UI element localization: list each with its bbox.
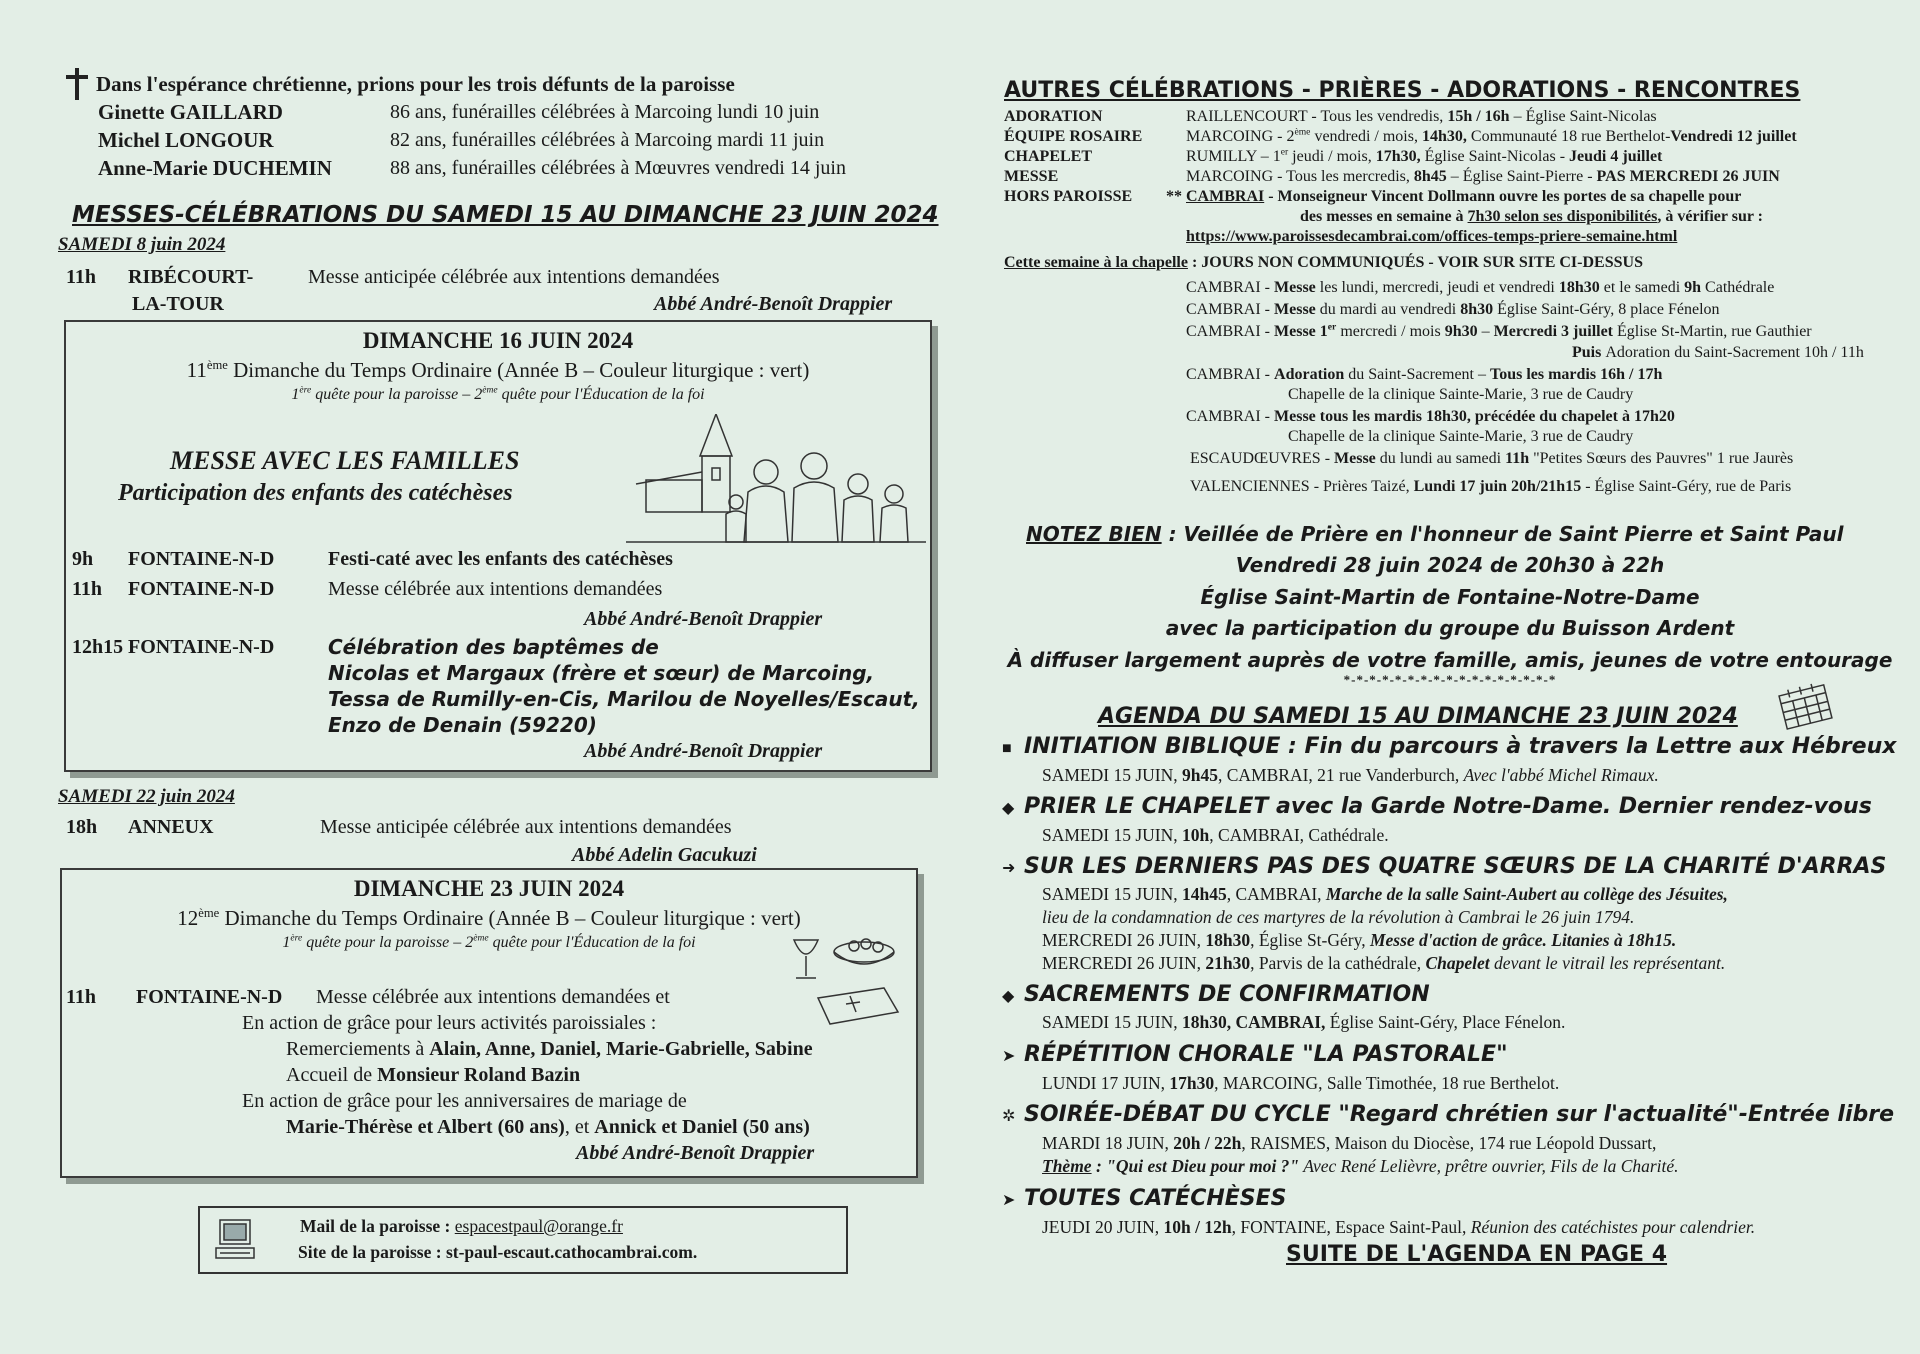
agenda-detail-3a: SAMEDI 15 JUIN, 14h45, CAMBRAI, Marche de la salle Saint-Aubert au collège des Jésuites, — [1042, 884, 1728, 904]
agenda-detail-3c: MERCREDI 26 JUIN, 18h30, Église St-Géry, Messe d'action de grâce. Litanies à 18h15. — [1042, 930, 1677, 950]
agenda-detail-5: LUNDI 17 JUIN, 17h30, MARCOING, Salle Timothée, 18 rue Berthelot. — [1042, 1073, 1560, 1093]
hors-url-link[interactable]: https://www.paroissesdecambrai.com/offices-temps-priere-semaine.html — [1186, 228, 1678, 245]
sun2-line-2: En action de grâce pour leurs activités paroissiales : — [242, 1012, 657, 1034]
sat1-time: 11h — [66, 266, 97, 288]
hors-label: HORS PAROISSE — [1004, 188, 1133, 205]
cambrai-5: CAMBRAI - Messe tous les mardis 18h30, précédée du chapelet à 17h20 — [1186, 408, 1675, 425]
agenda-item-6: ✲ SOIRÉE-DÉBAT DU CYCLE "Regard chrétien sur l'actualité"-Entrée libre — [1002, 1102, 1895, 1127]
rosaire-text: MARCOING - 2ème vendredi / mois, 14h30, Communauté 18 rue Berthelot-Vendredi 12 juillet — [1186, 126, 1797, 145]
star-bullet-icon: ✲ — [1002, 1108, 1016, 1125]
messe-text: MARCOING - Tous les mercredis, 8h45 – Église Saint-Pierre - PAS MERCREDI 26 JUIN — [1186, 168, 1780, 185]
chapelet-text: RUMILLY – 1er jeudi / mois, 17h30, Église Saint-Nicolas - Jeudi 4 juillet — [1186, 146, 1663, 165]
agenda-item-2: ◆ PRIER LE CHAPELET avec la Garde Notre-Dame. Dernier rendez-vous — [1002, 794, 1872, 819]
baptism-line-1: Célébration des baptêmes de — [328, 635, 659, 659]
diamond-bullet-icon: ◆ — [1002, 800, 1015, 817]
agenda-item-3: ➜ SUR LES DERNIERS PAS DES QUATRE SŒURS DE LA CHARITÉ D'ARRAS — [1002, 854, 1887, 879]
baptism-place: FONTAINE-N-D — [128, 636, 275, 658]
calendar-icon — [1774, 680, 1836, 730]
sun2-line-4: Accueil de Monsieur Roland Bazin — [286, 1064, 581, 1086]
agenda-detail-3b: lieu de la condamnation de ces martyres de la révolution à Cambrai le 26 juin 1794. — [1042, 907, 1635, 927]
arrow-bullet-icon: ➜ — [1002, 860, 1016, 877]
sun1-row2-priest: Abbé André-Benoît Drappier — [584, 608, 823, 630]
other-title: AUTRES CÉLÉBRATIONS - PRIÈRES - ADORATIONS - RENCONTRES — [1004, 78, 1801, 103]
agenda-detail-6a: MARDI 18 JUIN, 20h / 22h, RAISMES, Maison du Diocèse, 174 rue Léopold Dussart, — [1042, 1133, 1657, 1153]
sun2-priest: Abbé André-Benoît Drappier — [576, 1142, 815, 1164]
arrowhead-bullet-icon: ➤ — [1002, 1048, 1016, 1065]
adoration-text: RAILLENCOURT - Tous les vendredis, 15h / 16h – Église Saint-Nicolas — [1186, 108, 1657, 125]
sun1-row2-place: FONTAINE-N-D — [128, 578, 275, 600]
deceased-name-1: Ginette GAILLARD — [98, 100, 283, 124]
sat2-date: SAMEDI 22 juin 2024 — [58, 786, 235, 807]
site-link[interactable]: st-paul-escaut.cathocambrai.com. — [445, 1242, 698, 1262]
sun1-row2-desc: Messe célébrée aux intentions demandées — [328, 578, 663, 600]
sun1-title: DIMANCHE 16 JUIN 2024 — [362, 328, 634, 353]
adoration-label: ADORATION — [1004, 108, 1103, 125]
baptism-line-2: Nicolas et Margaux (frère et sœur) de Marcoing, — [328, 661, 875, 685]
sun2-quete: 1ère quête pour la paroisse – 2ème quête pour l'Éducation de la foi — [282, 932, 696, 951]
sunday-23-box — [60, 868, 918, 1178]
cross-icon — [64, 66, 90, 102]
agenda-item-7: ➤ TOUTES CATÉCHÈSES — [1002, 1186, 1287, 1211]
sun1-row1-time: 9h — [72, 548, 94, 570]
sat2-priest: Abbé Adelin Gacukuzi — [572, 844, 757, 866]
rosaire-label: ÉQUIPE ROSAIRE — [1004, 128, 1143, 145]
baptism-line-3: Tessa de Rumilly-en-Cis, Marilou de Noyelles/Escaut, — [328, 687, 920, 711]
sun1-subtitle: 11ème Dimanche du Temps Ordinaire (Année B – Couleur liturgique : vert) — [186, 358, 810, 382]
sat2-time: 18h — [66, 816, 98, 838]
cambrai-5b: Chapelle de la clinique Sainte-Marie, 3 rue de Caudry — [1288, 428, 1634, 445]
sat1-priest: Abbé André-Benoît Drappier — [654, 293, 893, 315]
deceased-heading: Dans l'espérance chrétienne, prions pour les trois défunts de la paroisse — [96, 72, 735, 96]
diamond-bullet-icon: ◆ — [1002, 988, 1015, 1005]
deceased-info-2: 82 ans, funérailles célébrées à Marcoing mardi 11 juin — [390, 129, 825, 151]
notez-line-1: NOTEZ BIEN : Veillée de Prière en l'honneur de Saint Pierre et Saint Paul — [1026, 522, 1844, 546]
sat2-desc: Messe anticipée célébrée aux intentions demandées — [320, 816, 732, 838]
agenda-detail-1: SAMEDI 15 JUIN, 9h45, CAMBRAI, 21 rue Vanderburch, Avec l'abbé Michel Rimaux. — [1042, 765, 1659, 785]
sun1-row2-time: 11h — [72, 578, 103, 600]
mail-line: Mail de la paroisse : espacestpaul@orange.fr — [300, 1216, 623, 1236]
sun2-title: DIMANCHE 23 JUIN 2024 — [353, 876, 625, 901]
agenda-detail-2: SAMEDI 15 JUIN, 10h, CAMBRAI, Cathédrale. — [1042, 825, 1389, 845]
notez-line-5: À diffuser largement auprès de votre famille, amis, jeunes de votre entourage — [1007, 648, 1893, 672]
deceased-name-3: Anne-Marie DUCHEMIN — [98, 156, 332, 180]
cambrai-4b: Chapelle de la clinique Sainte-Marie, 3 rue de Caudry — [1288, 386, 1634, 403]
valenciennes: VALENCIENNES - Prières Taizé, Lundi 17 juin 20h/21h15 - Église Saint-Géry, rue de Paris — [1190, 478, 1792, 495]
contact-box — [198, 1206, 848, 1274]
hors-text-2: des messes en semaine à 7h30 selon ses disponibilités, à vérifier sur : — [1300, 208, 1763, 225]
sun2-line-6: Marie-Thérèse et Albert (60 ans), et Annick et Daniel (50 ans) — [286, 1116, 810, 1138]
baptism-priest: Abbé André-Benoît Drappier — [584, 740, 823, 762]
sun2-place: FONTAINE-N-D — [136, 986, 283, 1008]
hors-text: ** CAMBRAI - Monseigneur Vincent Dollmann ouvre les portes de sa chapelle pour — [1166, 188, 1742, 205]
sat1-desc: Messe anticipée célébrée aux intentions demandées — [308, 266, 720, 288]
deceased-info-3: 88 ans, funérailles célébrées à Mœuvres vendredi 14 juin — [390, 157, 846, 179]
sun2-line-3: Remerciements à Alain, Anne, Daniel, Marie-Gabrielle, Sabine — [286, 1038, 813, 1060]
sat2-place: ANNEUX — [128, 816, 214, 838]
mail-link[interactable]: espacestpaul@orange.fr — [454, 1216, 623, 1236]
cambrai-3: CAMBRAI - Messe 1er mercredi / mois 9h30 – Mercredi 3 juillet Église St-Martin, rue Gauthier — [1186, 321, 1812, 340]
agenda-detail-6b: Thème : "Qui est Dieu pour moi ?" Avec René Lelièvre, prêtre ouvrier, Fils de la Charité. — [1042, 1156, 1679, 1176]
square-bullet-icon: ■ — [1002, 740, 1012, 757]
sun2-line-1: Messe célébrée aux intentions demandées et — [316, 986, 670, 1008]
cambrai-2: CAMBRAI - Messe du mardi au vendredi 8h30 Église Saint-Géry, 8 place Fénelon — [1186, 301, 1720, 318]
site-line: Site de la paroisse : st-paul-escaut.cathocambrai.com. — [298, 1242, 698, 1262]
escaudoeuvres: ESCAUDŒUVRES - Messe du lundi au samedi 11h "Petites Sœurs des Pauvres" 1 rue Jaurès — [1190, 450, 1794, 467]
agenda-continued: SUITE DE L'AGENDA EN PAGE 4 — [1286, 1242, 1668, 1267]
agenda-item-4: ◆ SACREMENTS DE CONFIRMATION — [1002, 982, 1430, 1007]
sun2-line-5: En action de grâce pour les anniversaires de mariage de — [242, 1090, 687, 1112]
cambrai-3b: Puis Adoration du Saint-Sacrement 10h / 11h — [1572, 344, 1864, 361]
agenda-detail-4: SAMEDI 15 JUIN, 18h30, CAMBRAI, Église Saint-Géry, Place Fénelon. — [1042, 1012, 1566, 1032]
sun1-row1-place: FONTAINE-N-D — [128, 548, 275, 570]
chapelet-label: CHAPELET — [1004, 148, 1093, 165]
agenda-detail-7: JEUDI 20 JUIN, 10h / 12h, FONTAINE, Espace Saint-Paul, Réunion des catéchistes pour calendrier. — [1042, 1217, 1756, 1237]
agenda-item-5: ➤ RÉPÉTITION CHORALE "LA PASTORALE" — [1002, 1042, 1508, 1067]
agenda-detail-3d: MERCREDI 26 JUIN, 21h30, Parvis de la cathédrale, Chapelet devant le vitrail les représentant. — [1042, 953, 1726, 973]
baptism-line-4: Enzo de Denain (59220) — [328, 713, 597, 737]
messe-label: MESSE — [1004, 168, 1059, 185]
sun1-quete: 1ère quête pour la paroisse – 2ème quête pour l'Éducation de la foi — [291, 384, 705, 403]
agenda-title: AGENDA DU SAMEDI 15 AU DIMANCHE 23 JUIN 2024 — [1098, 704, 1738, 729]
family-mass-title: MESSE AVEC LES FAMILLES — [170, 446, 520, 475]
deceased-name-2: Michel LONGOUR — [98, 128, 274, 152]
arrowhead-bullet-icon: ➤ — [1002, 1192, 1016, 1209]
chalice-bible-illustration — [792, 932, 902, 1032]
baptism-time: 12h15 — [72, 636, 124, 658]
family-mass-subtitle: Participation des enfants des catéchèses — [118, 480, 513, 506]
sat1-date: SAMEDI 8 juin 2024 — [58, 234, 226, 255]
cambrai-4: CAMBRAI - Adoration du Saint-Sacrement – Tous les mardis 16h / 17h — [1186, 366, 1663, 383]
masses-title: MESSES-CÉLÉBRATIONS DU SAMEDI 15 AU DIMANCHE 23 JUIN 2024 — [72, 202, 939, 228]
cambrai-1: CAMBRAI - Messe les lundi, mercredi, jeudi et vendredi 18h30 et le samedi 9h Cathédrale — [1186, 279, 1775, 296]
week-line: Cette semaine à la chapelle : JOURS NON COMMUNIQUÉS - VOIR SUR SITE CI-DESSUS — [1004, 254, 1643, 271]
sun1-row1-desc: Festi-caté avec les enfants des catéchèses — [328, 548, 673, 570]
computer-icon — [214, 1218, 258, 1262]
notez-stars: *-*-*-*-*-*-*-*-*-*-*-*-*-*-*-*-* — [1343, 672, 1557, 687]
agenda-item-1: ■ INITIATION BIBLIQUE : Fin du parcours à travers la Lettre aux Hébreux — [1002, 734, 1897, 759]
notez-line-2: Vendredi 28 juin 2024 de 20h30 à 22h — [1235, 553, 1665, 577]
sunday-16-box — [64, 320, 932, 772]
notez-line-4: avec la participation du groupe du Buisson Ardent — [1165, 616, 1735, 640]
sat1-place-2: LA-TOUR — [132, 293, 224, 315]
deceased-info-1: 86 ans, funérailles célébrées à Marcoing lundi 10 juin — [390, 101, 820, 123]
church-family-illustration — [626, 414, 926, 554]
notez-line-3: Église Saint-Martin de Fontaine-Notre-Dame — [1200, 585, 1700, 609]
sun2-time: 11h — [66, 986, 97, 1008]
sat1-place-1: RIBÉCOURT- — [128, 266, 254, 288]
sun2-subtitle: 12ème Dimanche du Temps Ordinaire (Année B – Couleur liturgique : vert) — [177, 906, 801, 930]
